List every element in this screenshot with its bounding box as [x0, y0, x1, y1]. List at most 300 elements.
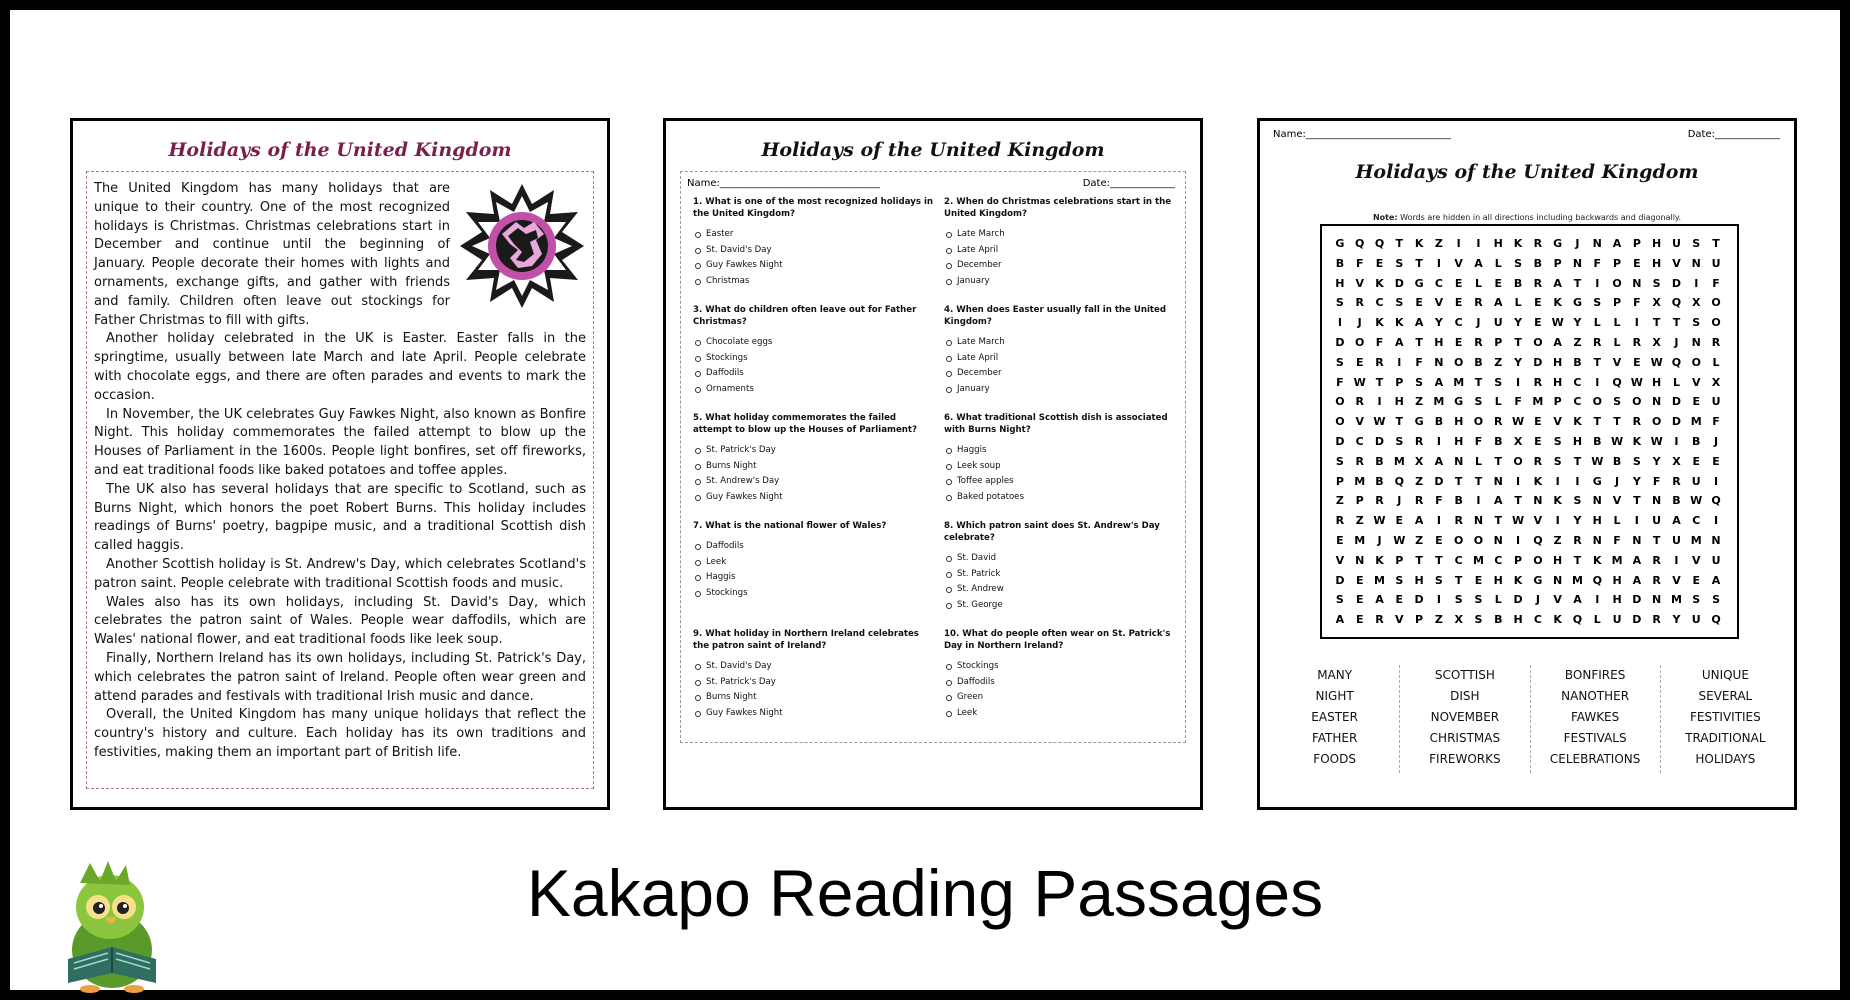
grid-letter: U	[1671, 237, 1681, 250]
grid-letter: S	[1692, 593, 1701, 607]
grid-letter: N	[1434, 355, 1444, 369]
grid-letter: V	[1553, 415, 1562, 429]
answer-option[interactable]: Toffee apples	[944, 474, 1187, 490]
grid-letter: V	[1454, 256, 1463, 270]
answer-option[interactable]: Late March	[944, 227, 1187, 243]
question-item	[693, 520, 936, 628]
grid-letter: I	[1436, 434, 1441, 448]
grid-letter: C	[1375, 296, 1384, 310]
answer-option[interactable]: St. Patrick's Day	[693, 443, 936, 459]
grid-letter: C	[1573, 375, 1582, 389]
grid-letter: N	[1592, 494, 1602, 508]
grid-letter: R	[1494, 415, 1503, 429]
grid-letter: R	[1672, 474, 1681, 488]
answer-option[interactable]: Guy Fawkes Night	[693, 706, 936, 722]
word-column	[1400, 665, 1530, 773]
grid-letter: Q	[1711, 613, 1721, 627]
grid-letter: P	[1335, 474, 1344, 488]
answer-option[interactable]: Baked potatoes	[944, 490, 1187, 506]
word-item: FOODS	[1313, 752, 1356, 766]
grid-letter: H	[1414, 573, 1424, 587]
grid-letter: I	[1674, 434, 1679, 448]
grid-letter: N	[1632, 276, 1642, 290]
grid-letter: G	[1414, 415, 1424, 429]
grid-letter: R	[1652, 613, 1661, 627]
grid-letter: Y	[1632, 474, 1641, 488]
answer-option[interactable]: St. Andrew's Day	[693, 474, 936, 490]
letter-grid	[1320, 224, 1739, 639]
option-list	[693, 443, 936, 505]
answer-option[interactable]: Daffodils	[944, 675, 1187, 691]
grid-letter: J	[1357, 316, 1362, 330]
quiz-sheet	[663, 118, 1203, 810]
grid-letter: E	[1494, 276, 1503, 290]
grid-row	[1330, 353, 1729, 373]
answer-option[interactable]: St. George	[944, 598, 1187, 614]
grid-letter: T	[1415, 335, 1423, 349]
grid-letter: E	[1454, 335, 1463, 349]
grid-letter: R	[1375, 613, 1384, 627]
passage-paragraph: The UK also has several holidays that are specific to Scotland, such as Burns Night, which honors the poet Robert Burns. This holiday includes readings of Burns' poetry, bagpipe music, and a traditional Scottish dish called haggis.	[94, 481, 586, 554]
grid-letter: I	[1713, 514, 1719, 528]
answer-option[interactable]: Green	[944, 690, 1187, 706]
word-list	[1270, 665, 1790, 773]
grid-letter: A	[1672, 514, 1681, 528]
grid-letter: V	[1672, 573, 1681, 587]
grid-letter: R	[1632, 335, 1642, 349]
grid-letter: I	[1555, 474, 1560, 488]
grid-letter: S	[1553, 454, 1562, 468]
grid-letter: B	[1375, 474, 1384, 488]
answer-option[interactable]: Burns Night	[693, 690, 936, 706]
answer-option[interactable]: January	[944, 382, 1187, 398]
answer-option[interactable]: Stockings	[693, 586, 936, 602]
grid-letter: G	[1592, 474, 1602, 488]
grid-letter: K	[1632, 434, 1642, 448]
answer-option[interactable]: Daffodils	[693, 539, 936, 555]
answer-option[interactable]: Late April	[944, 351, 1187, 367]
passage-paragraph: Finally, Northern Ireland has its own holidays, including St. Patrick's Day, which celebrates the patron saint of Ireland. People often wear green and attend parades and festivals with traditional Irish music and dance.	[94, 650, 586, 704]
answer-option[interactable]: Guy Fawkes Night	[693, 258, 936, 274]
grid-letter: G	[1572, 296, 1582, 310]
grid-letter: T	[1435, 553, 1443, 567]
grid-letter: M	[1354, 474, 1366, 488]
question-item	[944, 196, 1187, 304]
grid-letter: Z	[1434, 613, 1443, 627]
grid-letter: I	[1516, 533, 1521, 547]
grid-letter: S	[1335, 355, 1344, 369]
grid-letter: P	[1494, 335, 1503, 349]
grid-letter: H	[1612, 573, 1622, 587]
brand-title: Kakapo Reading Passages	[526, 856, 1324, 930]
note-label: Note:	[1372, 213, 1398, 222]
grid-letter: R	[1414, 434, 1424, 448]
grid-letter: T	[1593, 415, 1602, 429]
grid-letter: I	[1595, 593, 1600, 607]
answer-option[interactable]: St. David	[944, 551, 1187, 567]
grid-letter: C	[1454, 553, 1463, 567]
grid-letter: V	[1533, 514, 1543, 528]
grid-letter: M	[1354, 533, 1366, 547]
grid-letter: Q	[1572, 613, 1583, 627]
answer-option[interactable]: St. Andrew	[944, 582, 1187, 598]
grid-letter: R	[1711, 335, 1721, 349]
grid-letter: I	[1377, 395, 1382, 409]
grid-letter: L	[1494, 256, 1502, 270]
grid-letter: E	[1534, 415, 1542, 429]
grid-letter: O	[1533, 553, 1543, 567]
grid-letter: L	[1514, 296, 1522, 310]
word-item: NIGHT	[1315, 689, 1354, 703]
grid-letter: A	[1434, 454, 1444, 468]
answer-option[interactable]: Haggis	[944, 443, 1187, 459]
grid-letter: G	[1414, 276, 1424, 290]
answer-option[interactable]: Leek soup	[944, 459, 1187, 475]
grid-letter: T	[1613, 415, 1621, 429]
answer-option[interactable]: St. Patrick's Day	[693, 675, 936, 691]
passage-box	[86, 171, 594, 789]
question-item	[944, 412, 1187, 520]
answer-option[interactable]: Guy Fawkes Night	[693, 490, 936, 506]
grid-letter: C	[1434, 276, 1443, 290]
grid-letter: W	[1353, 375, 1366, 389]
word-item: MANY	[1317, 668, 1353, 682]
grid-letter: H	[1553, 375, 1563, 389]
answer-option[interactable]: Leek	[693, 555, 936, 571]
grid-letter: W	[1610, 434, 1624, 448]
grid-letter: L	[1593, 613, 1601, 627]
grid-row	[1330, 590, 1729, 610]
grid-letter: K	[1553, 296, 1562, 310]
grid-letter: S	[1395, 434, 1404, 448]
grid-letter: K	[1533, 474, 1543, 488]
grid-letter: S	[1474, 593, 1483, 607]
grid-row	[1330, 392, 1729, 412]
grid-letter: Q	[1355, 237, 1365, 250]
answer-option[interactable]: Late March	[944, 335, 1187, 351]
grid-letter: N	[1652, 494, 1662, 508]
grid-letter: E	[1375, 256, 1384, 270]
grid-letter: S	[1434, 573, 1443, 587]
grid-letter: Y	[1573, 316, 1582, 330]
grid-letter: E	[1435, 533, 1443, 547]
grid-letter: M	[1670, 593, 1682, 607]
answer-option[interactable]: Stockings	[944, 659, 1187, 675]
grid-letter: V	[1553, 593, 1562, 607]
grid-letter: O	[1454, 533, 1464, 547]
grid-letter: Y	[1672, 613, 1681, 627]
answer-option[interactable]: Christmas	[693, 274, 936, 290]
grid-letter: S	[1613, 395, 1622, 409]
grid-letter: G	[1335, 237, 1345, 250]
word-item: SEVERAL	[1698, 689, 1753, 703]
grid-letter: G	[1533, 573, 1543, 587]
grid-row	[1330, 472, 1729, 492]
grid-letter: E	[1692, 454, 1700, 468]
grid-letter: X	[1652, 296, 1661, 310]
answer-option[interactable]: St. David's Day	[693, 659, 936, 675]
word-item: HOLIDAYS	[1695, 752, 1756, 766]
answer-option[interactable]: December	[944, 258, 1187, 274]
grid-letter: Z	[1415, 533, 1424, 547]
grid-letter: T	[1375, 375, 1384, 389]
grid-letter: B	[1335, 256, 1345, 270]
grid-row	[1330, 531, 1729, 551]
grid-row	[1330, 373, 1729, 393]
grid-letter: B	[1494, 434, 1503, 448]
grid-letter: R	[1632, 415, 1642, 429]
word-item: FATHER	[1311, 731, 1358, 745]
grid-letter: T	[1395, 415, 1404, 429]
grid-letter: K	[1375, 553, 1384, 567]
grid-letter: O	[1691, 355, 1701, 369]
grid-letter: D	[1671, 395, 1682, 409]
question-text: 6. What traditional Scottish dish is associated with Burns Night?	[944, 413, 1168, 435]
word-item: CHRISTMAS	[1429, 731, 1501, 745]
question-item	[693, 412, 936, 520]
answer-option[interactable]: St. David's Day	[693, 243, 936, 259]
question-text: 4. When does Easter usually fall in the United Kingdom?	[944, 305, 1167, 327]
answer-option[interactable]: Stockings	[693, 351, 936, 367]
grid-letter: O	[1513, 454, 1523, 468]
grid-letter: A	[1414, 316, 1424, 330]
grid-letter: S	[1632, 454, 1641, 468]
grid-letter: K	[1375, 276, 1384, 290]
grid-letter: N	[1632, 533, 1642, 547]
grid-letter: I	[1634, 316, 1639, 330]
grid-letter: W	[1630, 375, 1643, 389]
grid-letter: F	[1336, 375, 1344, 389]
grid-letter: E	[1454, 296, 1463, 310]
grid-letter: M	[1690, 415, 1702, 429]
grid-letter: H	[1553, 553, 1563, 567]
grid-letter: I	[1595, 375, 1600, 389]
grid-letter: K	[1513, 573, 1523, 587]
grid-row	[1330, 610, 1729, 630]
grid-letter: O	[1473, 533, 1484, 547]
word-item: FESTIVALS	[1563, 731, 1627, 745]
grid-letter: M	[1690, 533, 1702, 547]
grid-letter: F	[1712, 276, 1720, 290]
grid-letter: K	[1553, 494, 1562, 508]
question-text: 7. What is the national flower of Wales?	[693, 521, 887, 531]
grid-letter: O	[1454, 355, 1464, 369]
date-field: Date:_____________	[1082, 178, 1175, 189]
grid-letter: X	[1672, 454, 1681, 468]
grid-letter: J	[1674, 335, 1679, 349]
grid-letter: J	[1397, 494, 1402, 508]
word-item: SCOTTISH	[1434, 668, 1495, 682]
grid-letter: E	[1355, 593, 1364, 607]
answer-option[interactable]: Late April	[944, 243, 1187, 259]
grid-letter: M	[1532, 395, 1544, 409]
answer-option[interactable]: Burns Night	[693, 459, 936, 475]
grid-letter: D	[1671, 415, 1682, 429]
grid-letter: Z	[1434, 237, 1443, 250]
grid-letter: A	[1434, 375, 1444, 389]
grid-letter: O	[1473, 415, 1484, 429]
grid-letter: U	[1652, 514, 1662, 528]
grid-letter: R	[1355, 296, 1364, 310]
grid-row	[1330, 234, 1729, 254]
grid-row	[1330, 274, 1729, 294]
grid-letter: Z	[1415, 395, 1424, 409]
grid-letter: E	[1692, 573, 1700, 587]
answer-option[interactable]: Leek	[944, 706, 1187, 722]
grid-letter: P	[1613, 256, 1622, 270]
grid-letter: F	[1593, 256, 1602, 270]
grid-letter: T	[1514, 335, 1522, 349]
word-item: FIREWORKS	[1429, 752, 1501, 766]
date-field: Date:_____________	[1687, 129, 1780, 140]
grid-letter: C	[1692, 514, 1701, 528]
answer-option[interactable]: December	[944, 366, 1187, 382]
grid-letter: C	[1355, 434, 1364, 448]
grid-letter: T	[1415, 256, 1423, 270]
answer-option[interactable]: Easter	[693, 227, 936, 243]
grid-letter: N	[1711, 533, 1721, 547]
grid-letter: E	[1336, 533, 1344, 547]
grid-letter: O	[1335, 415, 1345, 429]
grid-letter: O	[1335, 395, 1345, 409]
grid-letter: Q	[1671, 296, 1682, 310]
grid-letter: E	[1415, 296, 1423, 310]
grid-letter: V	[1434, 296, 1444, 310]
grid-letter: B	[1513, 276, 1523, 290]
passage-paragraph: Another Scottish holiday is St. Andrew's Day, which celebrates Scotland's patron saint. People celebrate with traditional Scottish foods and music.	[94, 556, 586, 591]
grid-letter: T	[1415, 553, 1423, 567]
grid-row	[1330, 293, 1729, 313]
answer-option[interactable]: Haggis	[693, 570, 936, 586]
grid-letter: D	[1374, 434, 1385, 448]
grid-letter: I	[1476, 494, 1481, 508]
grid-letter: H	[1652, 375, 1662, 389]
grid-letter: R	[1573, 533, 1582, 547]
grid-letter: L	[1474, 454, 1482, 468]
grid-letter: S	[1474, 613, 1483, 627]
word-item: CELEBRATIONS	[1549, 752, 1641, 766]
grid-letter: N	[1691, 335, 1701, 349]
grid-letter: Q	[1374, 237, 1385, 250]
grid-letter: K	[1513, 237, 1523, 250]
grid-letter: W	[1690, 494, 1703, 508]
answer-option[interactable]: St. Patrick	[944, 567, 1187, 583]
grid-letter: T	[1633, 494, 1641, 508]
grid-letter: Y	[1652, 454, 1661, 468]
grid-letter: H	[1493, 237, 1503, 250]
grid-letter: Q	[1592, 573, 1602, 587]
grid-letter: H	[1612, 593, 1622, 607]
option-list	[693, 227, 936, 289]
grid-letter: J	[1713, 434, 1719, 448]
word-item: FAWKES	[1570, 710, 1620, 724]
note-text: Words are hidden in all directions including backwards and diagonally.	[1397, 213, 1682, 222]
grid-letter: F	[1355, 256, 1364, 270]
grid-letter: Y	[1573, 514, 1582, 528]
grid-letter: V	[1355, 276, 1364, 290]
grid-letter: A	[1553, 335, 1562, 349]
question-text: 10. What do people often wear on St. Patrick's Day in Northern Ireland?	[944, 629, 1171, 651]
grid-letter: I	[1436, 593, 1441, 607]
grid-letter: H	[1493, 573, 1503, 587]
grid-letter: T	[1395, 237, 1404, 250]
grid-letter: P	[1415, 613, 1424, 627]
word-item: TRADITIONAL	[1685, 731, 1766, 745]
grid-letter: S	[1712, 593, 1720, 607]
grid-letter: D	[1335, 573, 1345, 587]
grid-letter: R	[1414, 494, 1424, 508]
grid-letter: R	[1533, 454, 1543, 468]
grid-letter: O	[1533, 335, 1543, 349]
quiz-title: Holidays of the United Kingdom	[761, 139, 1105, 161]
grid-letter: R	[1533, 276, 1543, 290]
grid-letter: P	[1632, 237, 1641, 250]
grid-row	[1330, 571, 1729, 591]
grid-letter: W	[1551, 316, 1564, 330]
grid-letter: P	[1395, 375, 1404, 389]
grid-letter: R	[1375, 355, 1384, 369]
grid-letter: S	[1692, 237, 1701, 250]
grid-letter: F	[1375, 335, 1384, 349]
grid-letter: U	[1493, 316, 1503, 330]
grid-letter: A	[1375, 593, 1384, 607]
grid-letter: D	[1335, 434, 1345, 448]
grid-letter: A	[1711, 573, 1721, 587]
question-item	[944, 520, 1187, 628]
answer-option[interactable]: January	[944, 274, 1187, 290]
grid-letter: N	[1454, 454, 1464, 468]
grid-letter: L	[1494, 593, 1502, 607]
grid-letter: N	[1592, 237, 1602, 250]
grid-letter: B	[1612, 454, 1622, 468]
answer-option[interactable]: Daffodils	[693, 366, 936, 382]
grid-letter: B	[1434, 415, 1444, 429]
passage-paragraph: Wales also has its own holidays, including St. David's Day, which celebrates the patron saint of Wales. People wear daffodils, which are Wales' national flower, and eat traditional foods like leek soup.	[94, 594, 586, 648]
grid-letter: I	[1634, 514, 1639, 528]
grid-letter: S	[1514, 256, 1523, 270]
question-grid	[693, 196, 1179, 736]
grid-letter: V	[1612, 355, 1622, 369]
grid-letter: L	[1613, 335, 1621, 349]
grid-letter: I	[1476, 237, 1481, 250]
option-list	[944, 659, 1187, 721]
grid-letter: U	[1711, 256, 1721, 270]
grid-letter: T	[1573, 454, 1582, 468]
grid-letter: E	[1355, 355, 1364, 369]
grid-letter: T	[1672, 316, 1681, 330]
grid-letter: S	[1335, 454, 1344, 468]
grid-letter: I	[1595, 276, 1600, 290]
answer-option[interactable]: Chocolate eggs	[693, 335, 936, 351]
grid-letter: B	[1375, 454, 1384, 468]
grid-letter: M	[1393, 454, 1405, 468]
grid-letter: Y	[1514, 316, 1523, 330]
question-item	[944, 304, 1187, 412]
grid-letter: B	[1494, 613, 1503, 627]
grid-letter: O	[1592, 395, 1602, 409]
grid-letter: Q	[1533, 533, 1543, 547]
grid-letter: E	[1534, 434, 1542, 448]
grid-letter: T	[1712, 237, 1720, 250]
answer-option[interactable]: Ornaments	[693, 382, 936, 398]
grid-letter: E	[1712, 454, 1720, 468]
grid-letter: Y	[1434, 316, 1443, 330]
grid-letter: S	[1415, 375, 1424, 389]
grid-letter: C	[1533, 613, 1542, 627]
grid-letter: F	[1652, 474, 1661, 488]
passage-paragraph: Another holiday celebrated in the UK is Easter. Easter falls in the springtime, usually between late March and late April. People celebrate with chocolate eggs, and there are often parades and events to mark the occasion.	[94, 331, 586, 403]
word-search-title: Holidays of the United Kingdom	[1355, 161, 1699, 183]
